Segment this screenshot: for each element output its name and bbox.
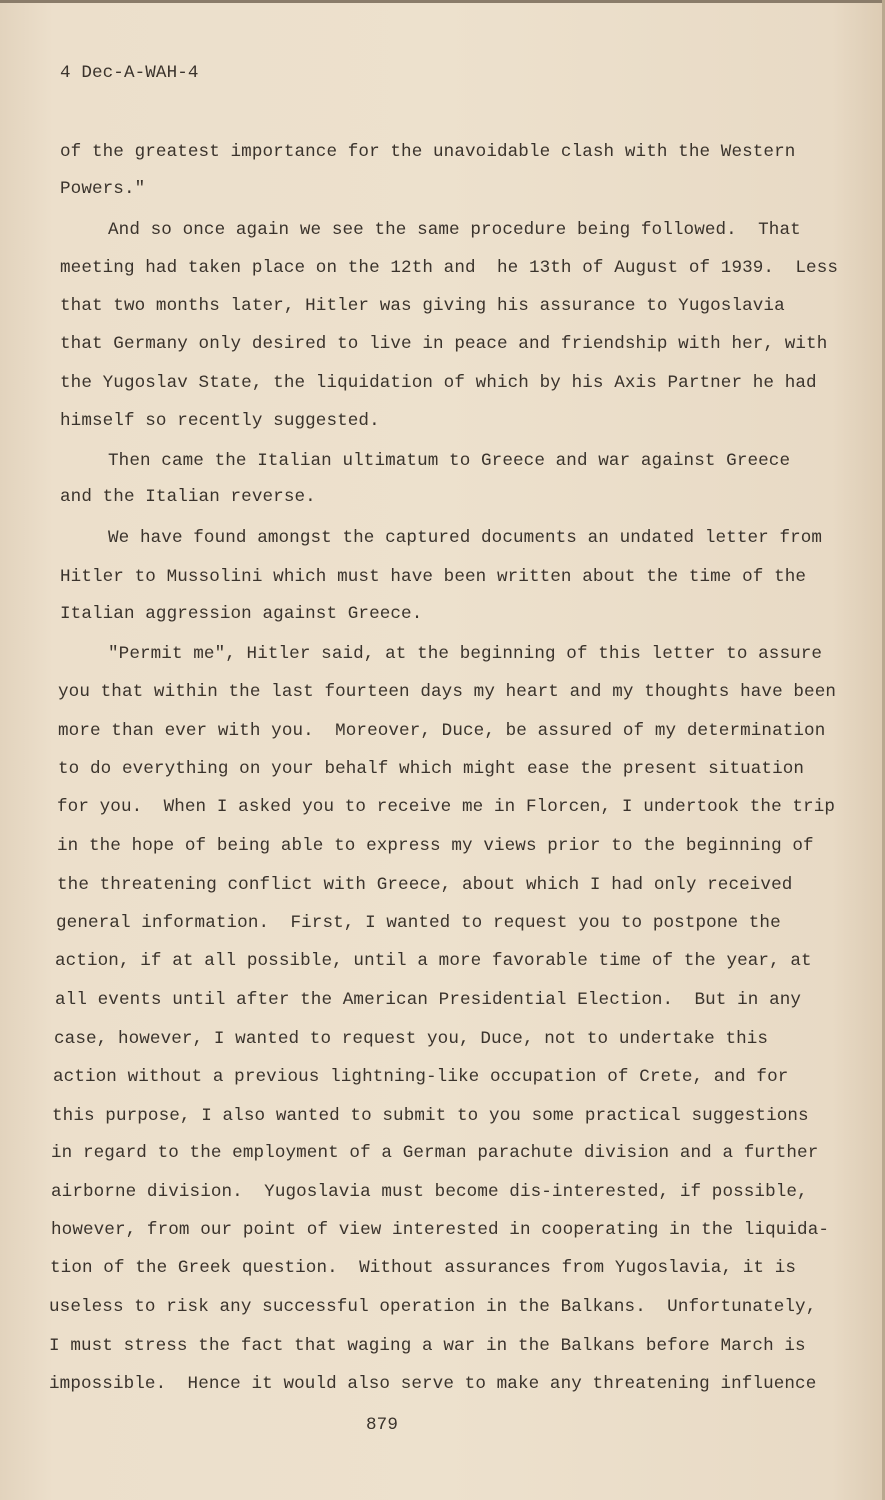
text-line: more than ever with you. Moreover, Duce, be assured of my determination [58,721,826,741]
text-line: to do everything on your behalf which might ease the present situation [58,759,805,779]
text-line: for you. When I asked you to receive me in Florcen, I undertook the trip [57,797,836,817]
text-line: of the greatest importance for the unavoidable clash with the Western [60,142,796,162]
text-line: that two months later, Hitler was giving his assurance to Yugoslavia [60,296,785,316]
text-line: this purpose, I also wanted to submit to you some practical suggestions [52,1106,809,1126]
text-line: impossible. Hence it would also serve to make any threatening influence [49,1374,817,1394]
text-line: Hitler to Mussolini which must have been written about the time of the [60,567,807,587]
page-number: 879 [366,1415,398,1435]
text-line: airborne division. Yugoslavia must become dis-interested, if possible, [51,1182,808,1202]
text-line: that Germany only desired to live in peace and friendship with her, with [60,334,828,354]
text-line: Italian aggression against Greece. [60,604,423,624]
text-line: tion of the Greek question. Without assurances from Yugoslavia, it is [50,1258,797,1278]
text-line: action without a previous lightning-like occupation of Crete, and for [53,1067,789,1087]
text-line: however, from our point of view interested in cooperating in the liquida- [51,1220,830,1240]
text-line: We have found amongst the captured documents an undated letter from [108,528,823,548]
text-line: case, however, I wanted to request you, Duce, not to undertake this [54,1029,769,1049]
text-line: and the Italian reverse. [60,487,316,507]
text-line: you that within the last fourteen days my heart and my thoughts have been [58,682,837,702]
text-line: general information. First, I wanted to request you to postpone the [56,913,781,933]
text-line: action, if at all possible, until a more favorable time of the year, at [55,951,812,971]
text-line: "Permit me", Hitler said, at the beginning of this letter to assure [108,644,823,664]
text-line: all events until after the American Presidential Election. But in any [55,990,802,1010]
text-line: meeting had taken place on the 12th and he 13th of August of 1939. Less [60,258,839,278]
text-line: the threatening conflict with Greece, about which I had only received [57,875,793,895]
text-line: useless to risk any successful operation in the Balkans. Unfortunately, [49,1297,817,1317]
page-edge [0,0,885,3]
text-line: in regard to the employment of a German parachute division and a further [51,1143,819,1163]
text-line: And so once again we see the same procedure being followed. That [108,220,801,240]
text-line: Then came the Italian ultimatum to Greece and war against Greece [108,451,791,471]
text-line: the Yugoslav State, the liquidation of which by his Axis Partner he had [60,373,817,393]
text-line: Powers." [60,179,146,199]
header-reference: 4 Dec-A-WAH-4 [60,63,199,83]
text-line: himself so recently suggested. [60,411,380,431]
text-line: I must stress the fact that waging a war in the Balkans before March is [49,1336,806,1356]
text-line: in the hope of being able to express my views prior to the beginning of [57,836,814,856]
